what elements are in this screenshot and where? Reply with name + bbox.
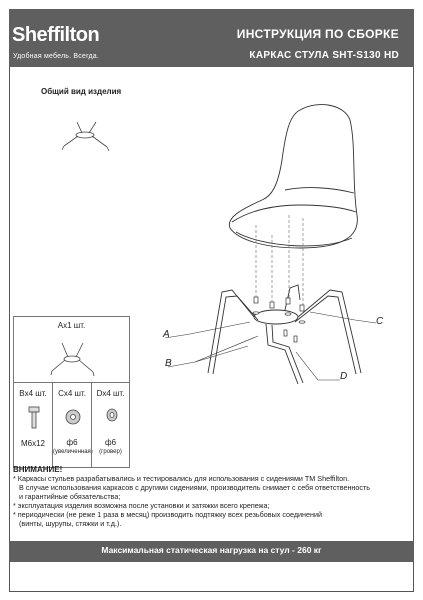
part-d-note: (гровер) (99, 449, 122, 455)
callout-c: C (376, 316, 384, 327)
part-c-cell (52, 382, 92, 468)
brand-logo: Sheffilton (12, 24, 100, 46)
parts-table (13, 316, 130, 468)
alignment-lines (256, 215, 303, 310)
spring-washer-icon (104, 407, 120, 425)
note-line: * Каркасы стульев разрабатывались и тестировались для использования с сидениями ТМ Sheffilton. (13, 474, 350, 483)
max-load-text: Максимальная статическая нагрузка на стул - 260 кг (101, 545, 322, 555)
overview-label: Общий вид изделия (41, 87, 122, 96)
warning-notes (13, 465, 411, 528)
note-line: * эксплуатация изделия возможна после установки и затяжки всего крепежа; (13, 501, 270, 510)
callout-d: D (340, 371, 348, 382)
note-line: В случае использования каркасов с другими сидениями, производитель снимает с себя ответственность (19, 483, 371, 492)
callout-b: B (165, 358, 172, 369)
document-title: ИНСТРУКЦИЯ ПО СБОРКЕ (236, 27, 399, 41)
part-a-label: Ax1 шт. (57, 321, 86, 330)
brand-slogan: Удобная мебель. Всегда. (13, 53, 100, 60)
footer-bar (9, 541, 414, 562)
washer-icon (63, 407, 83, 427)
note-line: * периодически (не реже 1 раза в месяц) производить подтяжку всех резьбовых соединений (13, 510, 323, 519)
part-a-cell (13, 316, 130, 383)
part-d-size: ф6 (104, 438, 117, 447)
bolt-icon (27, 405, 41, 431)
part-c-size: ф6 (66, 438, 78, 447)
part-c-note: (увеличенная) (53, 449, 93, 455)
part-b-cell (13, 382, 53, 468)
part-c-label: Cx4 шт. (58, 389, 86, 398)
part-d-cell (91, 382, 130, 468)
product-title: КАРКАС СТУЛА SHT-S130 HD (249, 50, 399, 61)
callout-a: A (163, 329, 170, 340)
part-d-label: Dx4 шт. (96, 389, 125, 398)
part-b-size: M6x12 (20, 439, 45, 448)
note-line: и гарантийные обязательства; (19, 492, 121, 501)
part-b-label: Bx4 шт. (19, 389, 47, 398)
note-line: (винты, шурупы, стяжки и т.д.). (19, 519, 122, 528)
seat-shell-drawing (229, 105, 357, 248)
warning-heading: ВНИМАНИЕ! (13, 465, 63, 474)
overview-base-drawing (62, 122, 109, 151)
frame-part-icon (41, 335, 103, 379)
